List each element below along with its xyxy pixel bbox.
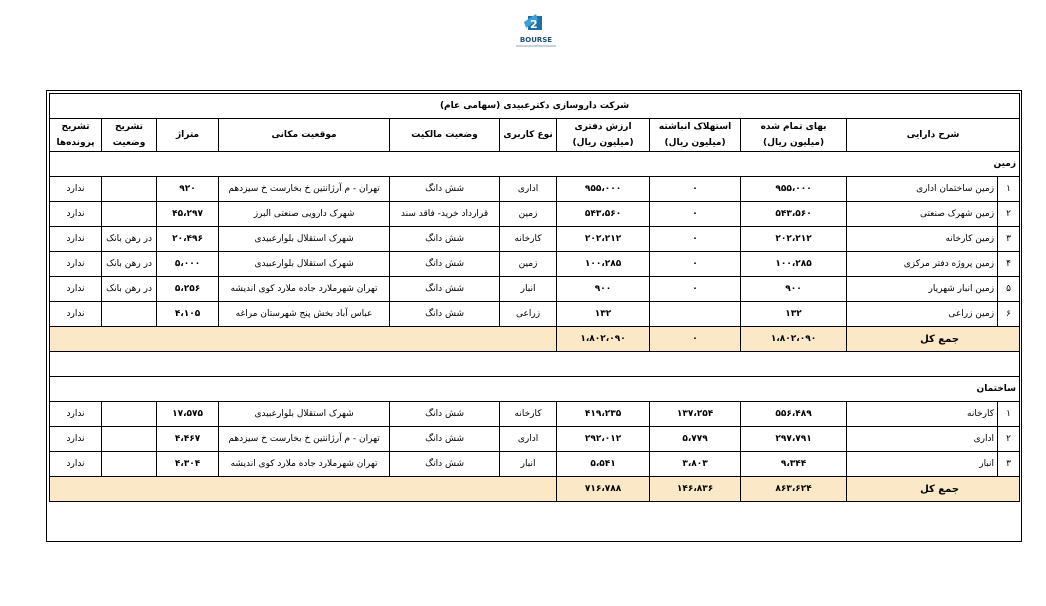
- section-title-buildings: ساختمان: [50, 377, 1020, 402]
- table-row: ۵ زمین انبار شهریار ۹۰۰ ۰ ۹۰۰ انبار شش دانگ تهران شهرملارد جاده ملارد کوی اندیشه ۵،۲۵۶ در رهن بانک ندارد: [50, 277, 1020, 302]
- header-ownership: وضعیت مالکیت: [390, 119, 500, 152]
- table-row: ۳ انبار ۹،۳۴۴ ۳،۸۰۳ ۵،۵۴۱ انبار شش دانگ تهران شهرملارد جاده ملارد کوی اندیشه ۴،۳۰۴ ندارد: [50, 452, 1020, 477]
- header-location: موقعیت مکانی: [219, 119, 390, 152]
- table-row: ۱ زمین ساختمان اداری ۹۵۵،۰۰۰ ۰ ۹۵۵،۰۰۰ اداری شش دانگ تهران - م آرژانتین خ بخارست خ سیزدهم ۹۲۰ ندارد: [50, 177, 1020, 202]
- table-row: ۶ زمین زراعی ۱۳۲ ۱۳۲ زراعی شش دانگ عباس آباد بخش پنج شهرستان مراغه ۴،۱۰۵ ندارد: [50, 302, 1020, 327]
- table-row: ۱ کارخانه ۵۵۶،۴۸۹ ۱۳۷،۲۵۴ ۴۱۹،۲۳۵ کارخانه شش دانگ شهرک استقلال بلوارعبیدی ۱۷،۵۷۵ ندارد: [50, 402, 1020, 427]
- header-row: [50, 119, 1020, 152]
- total-row-land: جمع کل ۱،۸۰۲،۰۹۰ ۰ ۱،۸۰۲،۰۹۰: [50, 327, 1020, 352]
- header-cost: بهای تمام شده (میلیون ریال): [741, 119, 847, 152]
- header-depreciation: استهلاک انباشته (میلیون ریال): [650, 119, 741, 152]
- table-row: ۲ اداری ۲۹۷،۷۹۱ ۵،۷۷۹ ۲۹۲،۰۱۲ اداری شش دانگ تهران - م آرژانتین خ بخارست خ سیزدهم ۴،۴۶۷ ندارد: [50, 427, 1020, 452]
- header-area: متراژ: [157, 119, 219, 152]
- assets-table: [49, 93, 1020, 502]
- bourse-logo-icon: [508, 14, 564, 50]
- section-divider: [50, 352, 1020, 377]
- header-asset: شرح دارایی: [847, 119, 1020, 152]
- table-row: ۳ زمین کارخانه ۲۰۲،۲۱۲ ۰ ۲۰۲،۲۱۲ کارخانه شش دانگ شهرک استقلال بلوارعبیدی ۲۰،۴۹۶ در رهن بانک ندارد: [50, 227, 1020, 252]
- header-usage: نوع کاربری: [500, 119, 557, 152]
- table-row: ۴ زمین پروژه دفتر مرکزی ۱۰۰،۲۸۵ ۰ ۱۰۰،۲۸۵ زمین شش دانگ شهرک استقلال بلوارعبیدی ۵،۰۰۰ در رهن بانک ندارد: [50, 252, 1020, 277]
- header-book-value: ارزش دفتری (میلیون ریال): [557, 119, 650, 152]
- svg-text:2: 2: [530, 18, 538, 31]
- page-title: شرکت داروسازی دکترعبیدی (سهامی عام): [50, 94, 1020, 119]
- table-row: ۲ زمین شهرک صنعتی ۵۴۳،۵۶۰ ۰ ۵۴۳،۵۶۰ زمین قرارداد خرید- فاقد سند شهرک دارویی صنعتی البرز ۴۵،۲۹۷ ندارد: [50, 202, 1020, 227]
- header-files: تشریح پرونده‌ها: [50, 119, 102, 152]
- header-status: تشریح وضعیت: [102, 119, 157, 152]
- section-title-land: زمین: [50, 152, 1020, 177]
- total-row-buildings: جمع کل ۸۶۳،۶۲۴ ۱۴۶،۸۳۶ ۷۱۶،۷۸۸: [50, 477, 1020, 502]
- logo-brand-text: BOURSE: [519, 36, 553, 44]
